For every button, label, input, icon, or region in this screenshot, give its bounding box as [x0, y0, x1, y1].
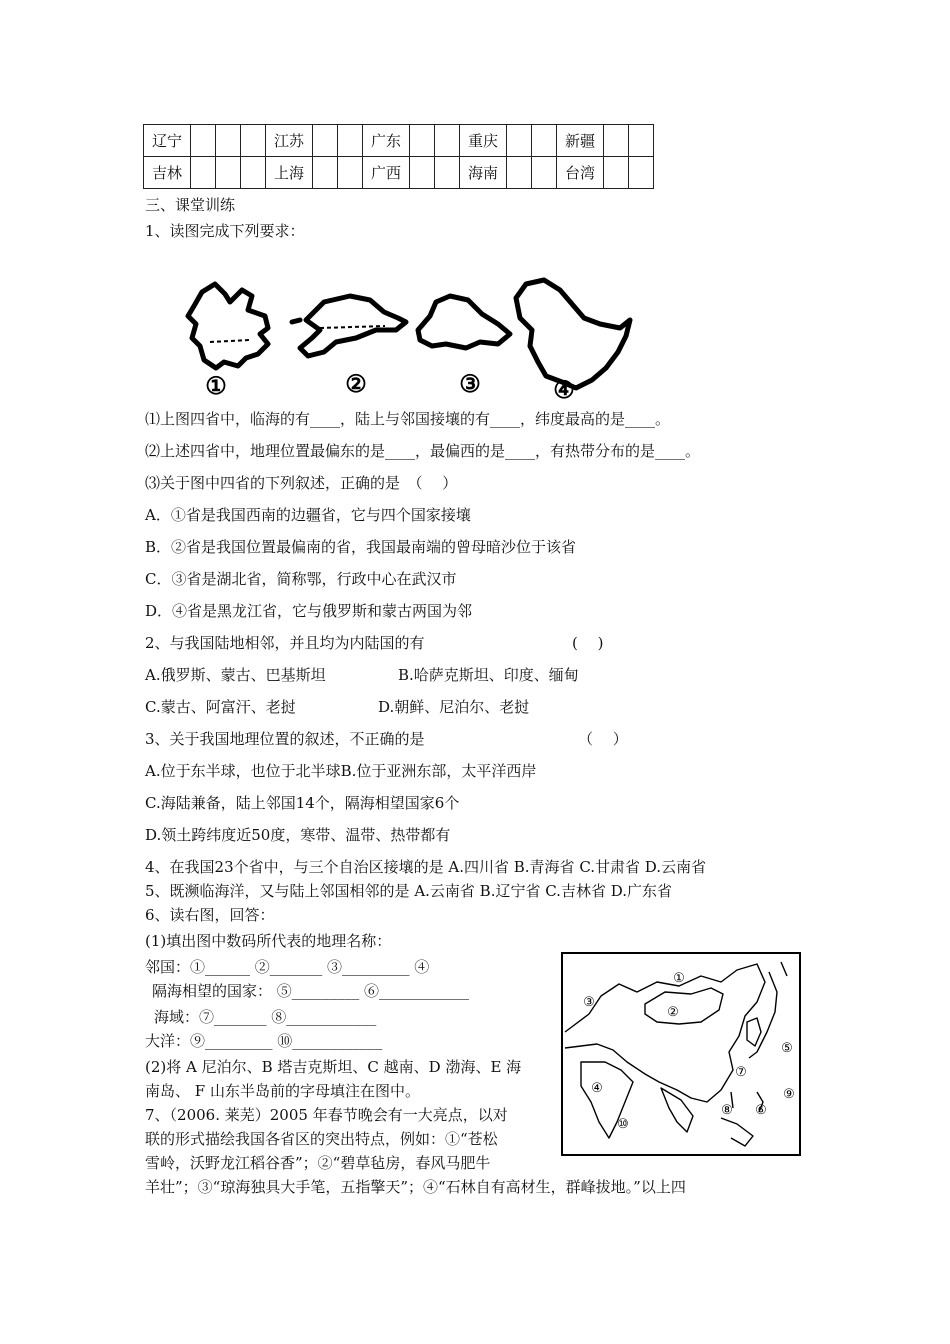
table-cell: 吉林	[144, 157, 191, 189]
table-cell: 重庆	[460, 125, 507, 157]
question-1-sub2: ⑵上述四省中，地理位置最偏东的是____，最偏西的是____，有热带分布的是____。	[145, 442, 701, 460]
question-7-line1: 7、（2006. 莱芜）2005 年春节晚会有一大亮点，以对	[145, 1106, 508, 1124]
question-3-option-ab: A.位于东半球，也位于北半球B.位于亚洲东部，太平洋西岸	[145, 762, 537, 780]
province-outline-4	[516, 280, 630, 388]
question-2-option-d: D.朝鲜、尼泊尔、老挝	[378, 698, 530, 716]
question-7-line2: 联的形式描绘我国各省区的突出特点，例如：①“苍松	[145, 1130, 498, 1148]
map-label-2: ②	[667, 1005, 679, 1020]
map-label-8: ⑧	[721, 1103, 733, 1118]
question-7-line4: 羊壮”；③“琼海独具大手笔，五指擎天”；④“石林自有高材生，群峰拔地。”以上四	[145, 1178, 686, 1196]
table-cell: 广东	[363, 125, 410, 157]
figure-label-2: ②	[345, 369, 367, 398]
table-cell: 江苏	[266, 125, 313, 157]
question-6-neighbors: 邻国：①______ ②_______ ③_________ ④	[145, 958, 430, 976]
question-1-sub3: ⑶关于图中四省的下列叙述，正确的是 （ ）	[145, 474, 458, 492]
question-6-sub1: (1)填出图中数码所代表的地理名称：	[145, 932, 392, 950]
question-6-sub2-line2: 南岛、 F 山东半岛前的字母填注在图中。	[145, 1082, 420, 1100]
option-d: D．④省是黑龙江省，它与俄罗斯和蒙古两国为邻	[145, 602, 473, 620]
question-5: 5、既濒临海洋，又与陆上邻国相邻的是 A.云南省 B.辽宁省 C.吉林省 D.广东省	[145, 882, 672, 900]
question-4: 4、在我国23个省中，与三个自治区接壤的是 A.四川省 B.青海省 C.甘肃省 D.云南省	[145, 858, 707, 876]
figure-label-3: ③	[459, 369, 481, 398]
figure-label-4: ④	[553, 375, 575, 402]
question-2-paren: ( )	[572, 634, 604, 652]
question-1-sub1: ⑴上图四省中，临海的有____，陆上与邻国接壤的有____，纬度最高的是____。	[145, 410, 671, 428]
question-6-oceans: 大洋：⑨_________ ⑩____________	[145, 1032, 383, 1050]
province-table	[143, 124, 654, 189]
question-3-option-c: C.海陆兼备，陆上邻国14个，隔海相望国家6个	[145, 794, 460, 812]
question-3-option-d: D.领土跨纬度近50度，寒带、温带、热带都有	[145, 826, 451, 844]
map-label-10: ⑩	[617, 1117, 629, 1132]
question-2-option-c: C.蒙古、阿富汗、老挝	[145, 698, 296, 716]
section-title: 三、课堂训练	[145, 196, 236, 214]
map-label-9: ⑨	[783, 1087, 795, 1102]
question-1-stem: 1、读图完成下列要求：	[145, 222, 305, 240]
question-6-seas: 海域：⑦_______ ⑧____________	[154, 1008, 377, 1026]
map-label-7: ⑦	[735, 1065, 747, 1080]
question-6-sub2-line1: (2)将 A 尼泊尔、B 塔吉克斯坦、C 越南、D 渤海、E 海	[145, 1058, 522, 1076]
question-2-option-b: B.哈萨克斯坦、印度、缅甸	[398, 666, 579, 684]
option-b: B．②省是我国位置最偏南的省，我国最南端的曾母暗沙位于该省	[145, 538, 577, 556]
map-label-6: ⑥	[755, 1103, 767, 1118]
question-2-option-a: A.俄罗斯、蒙古、巴基斯坦	[145, 666, 326, 684]
province-outline-3	[418, 296, 510, 348]
question-3-paren: （ ）	[578, 730, 628, 748]
question-7-line3: 雪岭，沃野龙江稻谷香”；②“碧草毡房，春风马肥牛	[145, 1154, 491, 1172]
table-cell: 辽宁	[144, 125, 191, 157]
option-c: C．③省是湖北省，简称鄂，行政中心在武汉市	[145, 570, 457, 588]
map-label-5: ⑤	[781, 1041, 793, 1056]
province-outline-1	[188, 284, 268, 368]
map-label-3: ③	[583, 995, 595, 1010]
table-cell: 上海	[266, 157, 313, 189]
table-cell: 新疆	[557, 125, 604, 157]
table-cell: 海南	[460, 157, 507, 189]
figure-label-1: ①	[205, 371, 227, 400]
province-outline-2	[292, 296, 406, 356]
map-label-1: ①	[673, 971, 685, 986]
table-cell: 广西	[363, 157, 410, 189]
table-cell: 台湾	[557, 157, 604, 189]
option-a: A．①省是我国西南的边疆省，它与四个国家接壤	[145, 506, 471, 524]
question-6-across-sea: 隔海相望的国家： ⑤_________ ⑥____________	[152, 982, 470, 1000]
map-label-4: ④	[591, 1081, 603, 1096]
question-2-stem: 2、与我国陆地相邻，并且均为内陆国的有	[145, 634, 425, 652]
table-row	[144, 125, 654, 157]
asia-map	[561, 952, 801, 1156]
table-row	[144, 157, 654, 189]
province-outlines-figure	[180, 272, 640, 402]
question-6-stem: 6、读右图，回答：	[145, 906, 275, 924]
question-3-stem: 3、关于我国地理位置的叙述，不正确的是	[145, 730, 425, 748]
